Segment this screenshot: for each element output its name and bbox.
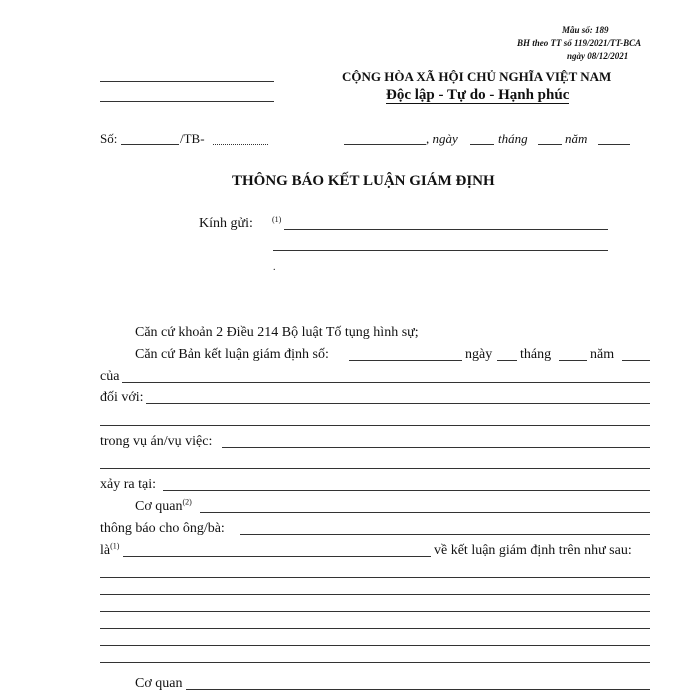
doi-voi-line-2 — [100, 425, 650, 426]
date-ngay-label: , ngày — [426, 131, 458, 146]
content-line-6 — [100, 662, 650, 663]
motto-text: Độc lập - Tự do - Hạnh phúc — [386, 87, 570, 103]
recipient-line-1 — [284, 229, 608, 230]
recipient-note: (1) — [272, 215, 282, 224]
doi-voi-label: đối với: — [100, 390, 144, 405]
basis-2-year-blank — [622, 360, 650, 361]
la-note: (1) — [110, 541, 120, 551]
trong-vu-an-label: trong vụ án/vụ việc: — [100, 434, 213, 449]
tb-label: /TB- — [180, 131, 205, 146]
agency-line-2 — [100, 101, 274, 102]
agency-line-1 — [100, 81, 274, 82]
content-line-4 — [100, 628, 650, 629]
form-code-line1: Mẫu số: 189 — [562, 25, 609, 35]
so-label: Số: — [100, 131, 118, 146]
document-title: THÔNG BÁO KẾT LUẬN GIÁM ĐỊNH — [232, 173, 495, 189]
la-line — [123, 556, 431, 557]
xay-ra-tai-line — [163, 490, 650, 491]
tb-blank — [213, 144, 268, 145]
date-nam-label: năm — [565, 131, 588, 146]
form-code-line3: ngày 08/12/2021 — [567, 51, 629, 61]
thong-bao-label: thông báo cho ông/bà: — [100, 521, 225, 536]
recipient-line-2 — [273, 250, 608, 251]
content-line-1 — [100, 577, 650, 578]
co-quan-bottom-line — [186, 689, 650, 690]
so-blank — [121, 144, 179, 145]
date-month-blank — [538, 144, 562, 145]
xay-ra-tai-label: xảy ra tại: — [100, 477, 156, 492]
basis-2-ngay: ngày — [465, 347, 493, 362]
thong-bao-line — [240, 534, 650, 535]
date-thang-label: tháng — [498, 131, 528, 146]
co-quan-line — [200, 512, 650, 513]
trong-vu-an-line-1 — [222, 447, 650, 448]
place-blank — [344, 144, 426, 145]
basis-2-number-blank — [349, 360, 462, 361]
la-label — [100, 543, 119, 559]
national-title: CỘNG HÒA XÃ HỘI CHỦ NGHĨA VIỆT NAM — [342, 69, 612, 84]
basis-2-thang: tháng — [520, 347, 552, 362]
basis-1: Căn cứ khoản 2 Điều 214 Bộ luật Tố tụng hình sự; — [135, 325, 419, 340]
la-text: là — [100, 543, 111, 558]
basis-2-day-blank — [497, 360, 517, 361]
co-quan-label — [135, 499, 192, 515]
recipient-label: Kính gửi: — [199, 216, 253, 231]
co-quan-bottom-label: Cơ quan — [135, 676, 183, 691]
content-line-2 — [100, 594, 650, 595]
content-line-3 — [100, 611, 650, 612]
ve-ket-luan-text: về kết luận giám định trên như sau: — [434, 543, 632, 558]
co-quan-text: Cơ quan — [135, 499, 183, 514]
national-motto — [386, 87, 569, 104]
date-year-blank — [598, 144, 630, 145]
date-day-blank — [470, 144, 494, 145]
trong-vu-an-line-2 — [100, 468, 650, 469]
form-code-line2: BH theo TT số 119/2021/TT-BCA — [517, 38, 642, 48]
recipient-dot: . — [273, 262, 276, 273]
cua-line — [122, 382, 650, 383]
cua-label: của — [100, 369, 120, 384]
basis-2-nam: năm — [590, 347, 615, 362]
basis-2-month-blank — [559, 360, 587, 361]
doi-voi-line-1 — [146, 403, 650, 404]
content-line-5 — [100, 645, 650, 646]
basis-2: Căn cứ Bản kết luận giám định số: — [135, 347, 329, 362]
co-quan-note: (2) — [182, 497, 192, 507]
